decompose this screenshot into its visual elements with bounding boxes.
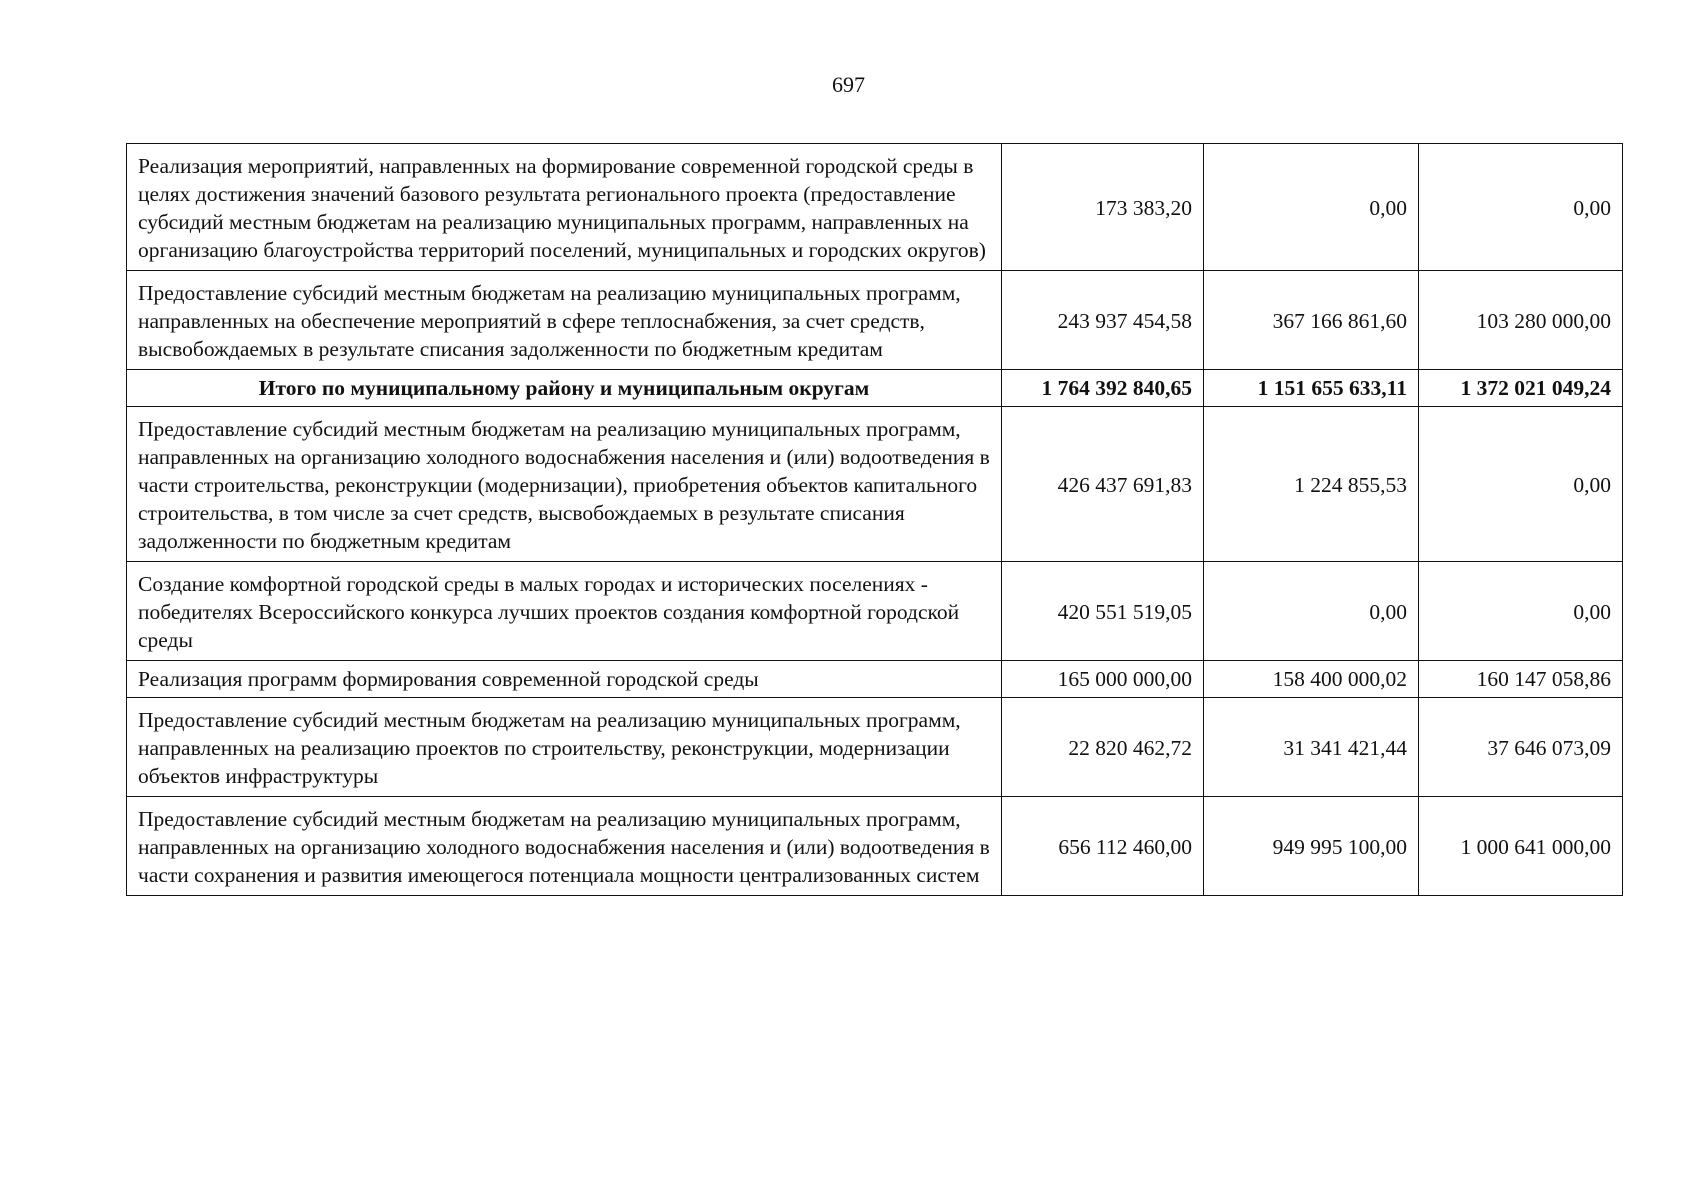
row-value-3: 37 646 073,09 [1419, 698, 1623, 797]
row-value-2: 949 995 100,00 [1204, 797, 1419, 896]
page-number: 697 [832, 72, 865, 97]
total-row [127, 370, 1623, 407]
row-description: Предоставление субсидий местным бюджетам на реализацию муниципальных программ, направленных на реализацию проектов по строительству, реконструкции, модернизации объектов инфраструктуры [127, 698, 1002, 797]
table-row [127, 661, 1623, 698]
row-value-2: 367 166 861,60 [1204, 271, 1419, 370]
table-row [127, 562, 1623, 661]
total-label: Итого по муниципальному району и муниципальным округам [127, 370, 1002, 407]
row-value-3: 160 147 058,86 [1419, 661, 1623, 698]
row-value-2: 1 224 855,53 [1204, 407, 1419, 562]
row-value-3: 0,00 [1419, 562, 1623, 661]
row-value-2: 31 341 421,44 [1204, 698, 1419, 797]
row-value-1: 22 820 462,72 [1002, 698, 1204, 797]
row-value-2: 0,00 [1204, 562, 1419, 661]
row-value-3: 103 280 000,00 [1419, 271, 1623, 370]
row-value-2: 158 400 000,02 [1204, 661, 1419, 698]
total-value-2: 1 151 655 633,11 [1204, 370, 1419, 407]
row-description: Предоставление субсидий местным бюджетам на реализацию муниципальных программ, направленных на организацию холодного водоснабжения населения и (или) водоотведения в части сохранения и развития имеющегося потенциала мощности централизованных систем [127, 797, 1002, 896]
table-row [127, 271, 1623, 370]
row-description: Реализация мероприятий, направленных на формирование современной городской среды в целях достижения значений базового результата регионального проекта (предоставление субсидий местным бюджетам на реализацию муниципальных программ, направленных на организацию благоустройства территорий поселений, муниципальных и городских округов) [127, 144, 1002, 271]
table-row [127, 698, 1623, 797]
row-description: Предоставление субсидий местным бюджетам на реализацию муниципальных программ, направленных на организацию холодного водоснабжения населения и (или) водоотведения в части строительства, реконструкции (модернизации), приобретения объектов капитального строительства, в том числе за счет средств, высвобождаемых в результате списания задолженности по бюджетным кредитам [127, 407, 1002, 562]
row-value-3: 1 000 641 000,00 [1419, 797, 1623, 896]
budget-table [126, 143, 1623, 896]
row-value-3: 0,00 [1419, 144, 1623, 271]
total-value-3: 1 372 021 049,24 [1419, 370, 1623, 407]
table-row [127, 144, 1623, 271]
row-value-1: 173 383,20 [1002, 144, 1204, 271]
row-value-3: 0,00 [1419, 407, 1623, 562]
row-value-2: 0,00 [1204, 144, 1419, 271]
row-value-1: 656 112 460,00 [1002, 797, 1204, 896]
table-row [127, 797, 1623, 896]
row-value-1: 426 437 691,83 [1002, 407, 1204, 562]
row-description: Предоставление субсидий местным бюджетам на реализацию муниципальных программ, направленных на обеспечение мероприятий в сфере теплоснабжения, за счет средств, высвобождаемых в результате списания задолженности по бюджетным кредитам [127, 271, 1002, 370]
table-row [127, 407, 1623, 562]
row-description: Реализация программ формирования современной городской среды [127, 661, 1002, 698]
row-value-1: 243 937 454,58 [1002, 271, 1204, 370]
row-description: Создание комфортной городской среды в малых городах и исторических поселениях - победителях Всероссийского конкурса лучших проектов создания комфортной городской среды [127, 562, 1002, 661]
row-value-1: 420 551 519,05 [1002, 562, 1204, 661]
total-value-1: 1 764 392 840,65 [1002, 370, 1204, 407]
row-value-1: 165 000 000,00 [1002, 661, 1204, 698]
